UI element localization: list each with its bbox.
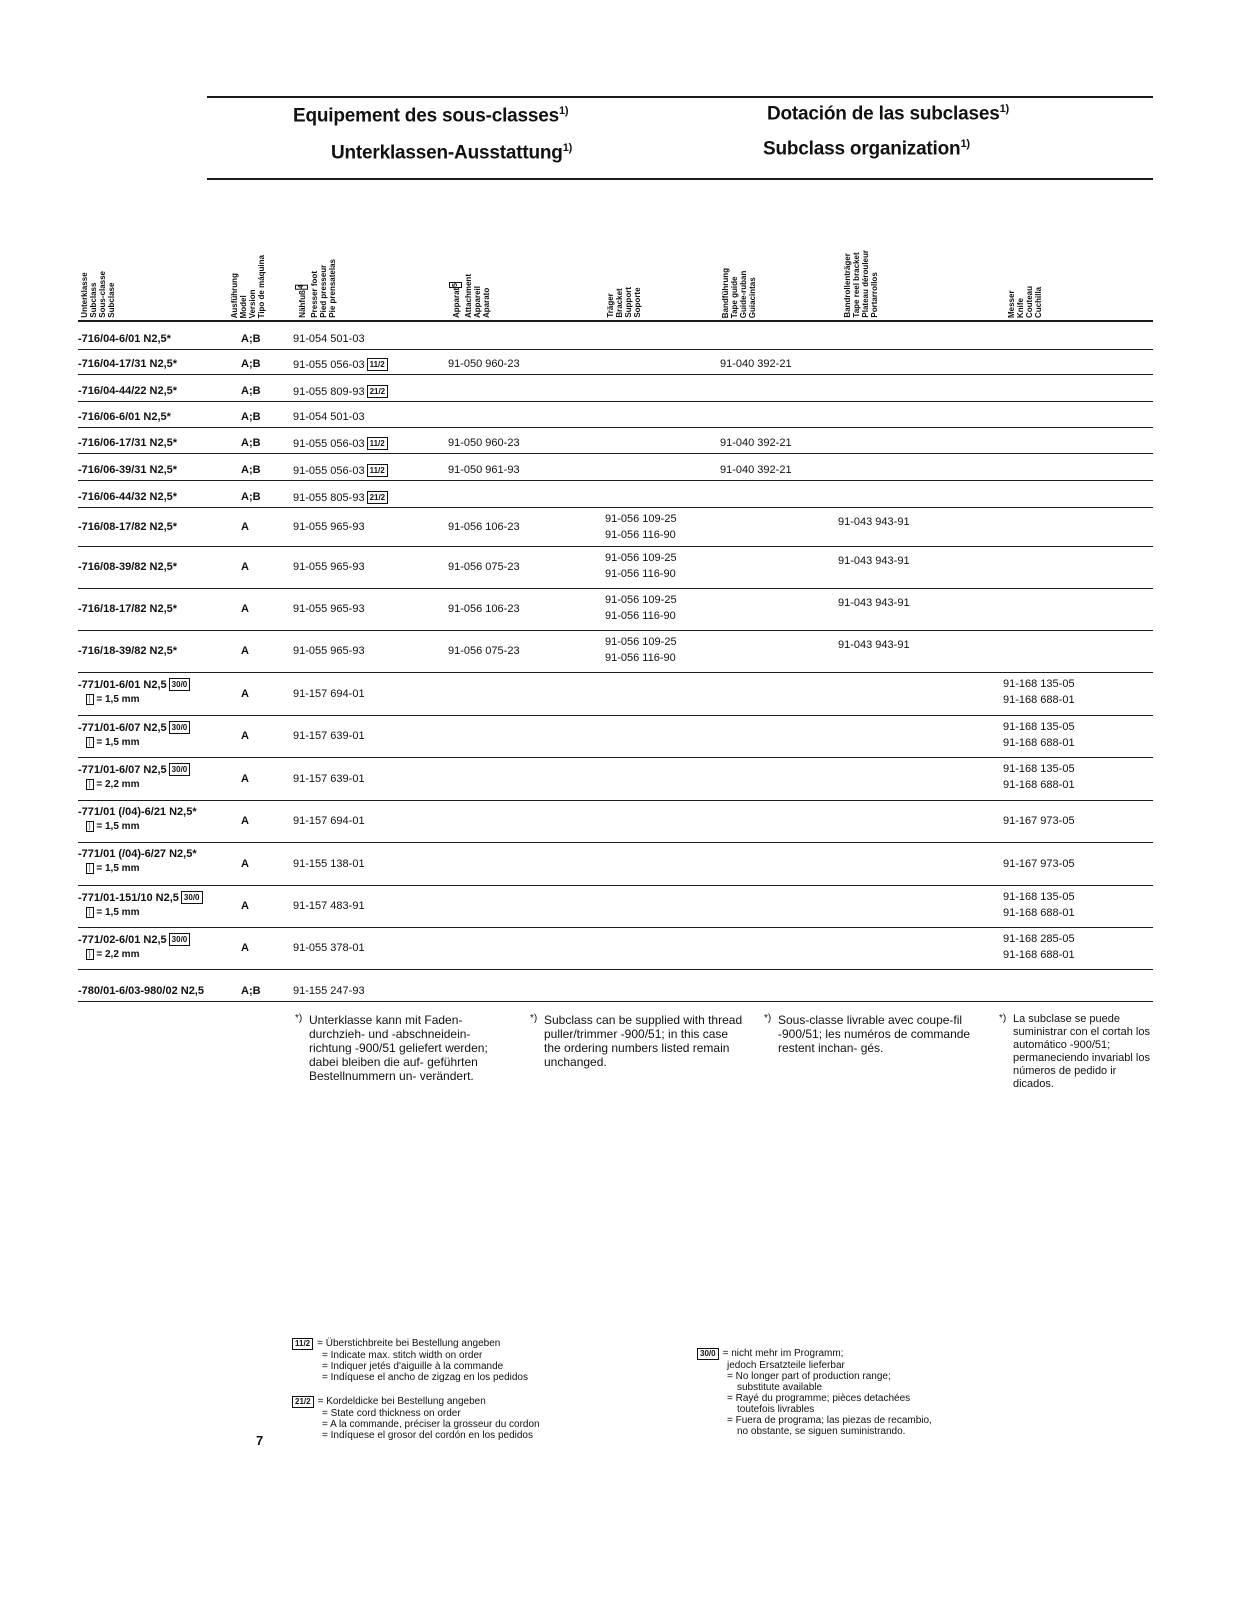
presser-foot-number: 91-055 378-01 [293, 942, 365, 954]
subclass-code: -771/01-6/07 N2,5 [78, 764, 167, 776]
presser-foot-number: 91-157 694-01 [293, 688, 365, 700]
presser-ref-box: 4 [295, 285, 308, 291]
col-header-tape-guide: Bandführung Tape guide Guide-ruban Guiacintas [721, 267, 757, 318]
model-cell: A;B [241, 437, 261, 449]
attachment-cell: 91-056 075-23 [448, 645, 520, 657]
table-row [78, 481, 1153, 508]
presser-foot-number: 91-055 056-03 [293, 465, 365, 477]
footnote-es: *) La subclase se puede suministrar con el cortah los automático -900/51; permaneciendo invariabl los números de pedido ir dicados. [999, 1013, 1150, 1090]
header-rule-top [207, 96, 1153, 98]
presser-foot-cell [293, 688, 365, 700]
bracket-cell [605, 550, 677, 582]
knife-number: 91-168 688-01 [1003, 694, 1075, 706]
subclass-cell [78, 645, 177, 657]
table-row [78, 350, 1153, 375]
subclass-code: -716/18-17/82 N2,5* [78, 603, 178, 615]
subclass-note [78, 737, 190, 748]
page-number: 7 [256, 1433, 264, 1448]
header-rule-bottom [207, 178, 1153, 180]
knife-number: 91-168 135-05 [1003, 763, 1075, 775]
presser-foot-number: 91-157 639-01 [293, 730, 365, 742]
subclass-cell [78, 437, 177, 449]
presser-foot-cell [293, 491, 388, 504]
subclass-note-text: = 1,5 mm [96, 737, 140, 748]
col-header-model: Ausführung Model Version Tipo de máquina [230, 254, 266, 318]
stitch-length-icon: │ [88, 781, 93, 788]
knife-cell [1003, 813, 1075, 829]
subclass-note [78, 821, 197, 832]
subclass-cell [78, 491, 177, 503]
knife-cell [1003, 889, 1075, 921]
subclass-cell [78, 411, 171, 423]
subclass-cell [78, 358, 177, 370]
model-cell: A [241, 561, 249, 573]
presser-foot-number: 91-157 483-91 [293, 900, 365, 912]
knife-cell [1003, 856, 1075, 872]
subclass-cell [78, 806, 197, 832]
stitch-length-icon: │ [88, 909, 93, 916]
subclass-code: -716/06-44/32 N2,5* [78, 491, 178, 503]
bracket-number: 91-056 116-90 [605, 529, 676, 541]
model-cell: A [241, 773, 249, 785]
table-row [78, 589, 1153, 631]
subclass-note [78, 949, 190, 960]
subclass-code: -771/01 (/04)-6/27 N2,5* [78, 848, 197, 860]
col-header-bracket: Träger Bracket Support Soporte [606, 287, 642, 318]
table-row [78, 454, 1153, 481]
table-row [78, 631, 1153, 673]
table-row [78, 322, 1153, 350]
subclass-cell [78, 985, 204, 997]
presser-foot-number: 91-055 805-93 [293, 492, 365, 504]
model-cell: A;B [241, 385, 261, 397]
model-cell: A [241, 645, 249, 657]
tape-guide-cell: 91-040 392-21 [720, 437, 792, 449]
presser-foot-number: 91-055 965-93 [293, 645, 365, 657]
subclass-note-text: = 1,5 mm [96, 907, 140, 918]
col-header-presser-foot: Nähfuß4 Presser foot Pied presseur Pie prensatelas [295, 259, 337, 318]
footnote-fr: *) Sous-classe livrable avec coupe-fil -900/51; les numéros de commande restent inchan- gés. [764, 1013, 971, 1055]
table-row [78, 673, 1153, 716]
table-row [78, 375, 1153, 402]
presser-foot-number: 91-055 056-03 [293, 359, 365, 371]
subclass-cell [78, 891, 203, 918]
bracket-number: 91-056 109-25 [605, 552, 677, 564]
presser-foot-ref-box: 21/2 [367, 385, 389, 398]
attachment-cell: 91-050 960-23 [448, 358, 520, 370]
presser-foot-cell [293, 521, 365, 533]
subclass-cell [78, 333, 171, 345]
subclass-cell [78, 763, 190, 790]
presser-foot-cell [293, 464, 388, 477]
knife-number: 91-168 688-01 [1003, 907, 1075, 919]
presser-foot-ref-box: 11/2 [367, 437, 388, 450]
presser-foot-cell [293, 561, 365, 573]
presser-foot-number: 91-055 056-03 [293, 438, 365, 450]
model-cell: A;B [241, 411, 261, 423]
col-header-subclass: Unterklasse Subclass Sous-classe Subclase [80, 271, 116, 318]
presser-foot-number: 91-157 694-01 [293, 815, 365, 827]
subclass-code: -771/02-6/01 N2,5 [78, 934, 167, 946]
model-cell: A [241, 942, 249, 954]
attachment-cell: 91-050 961-93 [448, 464, 520, 476]
presser-foot-cell [293, 358, 388, 371]
subclass-cell [78, 464, 177, 476]
model-cell: A;B [241, 333, 261, 345]
legend-cord-thickness: 21/2 = Kordeldicke bei Bestellung angeben = State cord thickness on order = A la commande, préciser la grosseur du cordon = Indíquese el grosor del cordón en los pedidos [292, 1396, 540, 1441]
subclass-cell [78, 561, 177, 573]
presser-foot-cell [293, 385, 388, 398]
subclass-code: -716/08-39/82 N2,5* [78, 561, 178, 573]
bracket-number: 91-056 116-90 [605, 568, 676, 580]
tape-guide-cell: 91-040 392-21 [720, 358, 792, 370]
legend-box-cord: 21/2 [292, 1396, 314, 1408]
bracket-number: 91-056 109-25 [605, 636, 677, 648]
subclass-note-text: = 1,5 mm [96, 694, 140, 705]
table-row [78, 886, 1153, 928]
legend-stitch-width: 11/2 = Überstichbreite bei Bestellung angeben = Indicate max. stitch width on order = Indiquer jetés d'aiguille à la commande = Indíquese el ancho de zigzag en los pedidos [292, 1338, 528, 1383]
subclass-code: -771/01-6/01 N2,5 [78, 679, 167, 691]
subclass-cell [78, 521, 177, 533]
model-cell: A [241, 730, 249, 742]
attachment-cell: 91-056 106-23 [448, 603, 520, 615]
bracket-cell [605, 592, 677, 624]
table-row [78, 428, 1153, 454]
legend-discontinued: 30/0 = nicht mehr im Programm; jedoch Ersatzteile lieferbar = No longer part of production range; substitute available = Rayé du programme; pièces detachées toutefois livrables = Fuera de programa; las piezas de recambio, no obstante, se siguen suministrando. [697, 1348, 932, 1437]
subclass-code: -716/04-17/31 N2,5* [78, 358, 178, 370]
knife-number: 91-168 688-01 [1003, 737, 1075, 749]
subclass-code: -771/01 (/04)-6/21 N2,5* [78, 806, 197, 818]
stitch-length-icon: │ [88, 823, 93, 830]
subclass-note [78, 907, 203, 918]
subclass-note-text: = 1,5 mm [96, 821, 140, 832]
discontinued-box: 30/0 [181, 891, 203, 904]
presser-foot-number: 91-054 501-03 [293, 411, 365, 423]
knife-number: 91-168 285-05 [1003, 933, 1075, 945]
subclass-cell [78, 385, 177, 397]
presser-foot-number: 91-055 965-93 [293, 521, 365, 533]
subclass-code: -716/04-44/22 N2,5* [78, 385, 178, 397]
subclass-code: -780/01-6/03-980/02 N2,5 [78, 985, 204, 997]
stitch-length-icon: │ [88, 865, 93, 872]
bracket-number: 91-056 109-25 [605, 594, 677, 606]
col-header-attachment: Apparat5 Attachment Appareil Aparato [449, 274, 491, 318]
model-cell: A [241, 858, 249, 870]
presser-foot-cell [293, 730, 365, 742]
footnote-de: *) Unterklasse kann mit Faden- durchzieh- und -abschneidein- richtung -900/51 geliefert werden; dabei bleiben die auf- geführten Bestellnummern un- verändert. [295, 1013, 488, 1083]
bracket-cell [605, 511, 677, 543]
presser-foot-number: 91-055 809-93 [293, 386, 365, 398]
model-cell: A;B [241, 985, 261, 997]
subclass-note [78, 863, 197, 874]
subclass-note [78, 694, 190, 705]
table-row [78, 928, 1153, 970]
subclass-cell [78, 721, 190, 748]
bracket-number: 91-056 116-90 [605, 610, 676, 622]
tape-reel-bracket-cell: 91-043 943-91 [838, 597, 910, 609]
subclass-code: -771/01-151/10 N2,5 [78, 892, 179, 904]
knife-cell [1003, 931, 1075, 963]
subclass-cell [78, 933, 190, 960]
subclass-note [78, 779, 190, 790]
bracket-cell [605, 634, 677, 666]
subclass-code: -716/08-17/82 N2,5* [78, 521, 178, 533]
table-row [78, 716, 1153, 758]
tape-guide-cell: 91-040 392-21 [720, 464, 792, 476]
model-cell: A;B [241, 358, 261, 370]
subclass-cell [78, 678, 190, 705]
table-row [78, 970, 1153, 1002]
presser-foot-number: 91-055 965-93 [293, 561, 365, 573]
model-cell: A [241, 815, 249, 827]
knife-cell [1003, 761, 1075, 793]
presser-foot-number: 91-157 639-01 [293, 773, 365, 785]
knife-number: 91-168 688-01 [1003, 949, 1075, 961]
presser-foot-cell [293, 858, 365, 870]
subclass-note-text: = 2,2 mm [96, 779, 140, 790]
title-es: Dotación de las subclases$^{1)}$ [767, 103, 1009, 125]
tape-reel-bracket-cell: 91-043 943-91 [838, 639, 910, 651]
knife-number: 91-168 688-01 [1003, 779, 1075, 791]
title-fr: Equipement des sous-classes$^{1)}$ [293, 105, 569, 127]
col-header-tape-reel-bracket: Bandrollenträger Tape reel bracket Plateau dérouleur Portarrollos [843, 250, 879, 318]
knife-number: 91-167 973-05 [1003, 815, 1075, 827]
row-divider [78, 1001, 1153, 1003]
presser-foot-cell [293, 411, 365, 423]
tape-reel-bracket-cell: 91-043 943-91 [838, 516, 910, 528]
subclass-code: -771/01-6/07 N2,5 [78, 722, 167, 734]
table-row [78, 508, 1153, 547]
subclass-note-text: = 2,2 mm [96, 949, 140, 960]
table-row [78, 801, 1153, 843]
attachment-cell: 91-056 075-23 [448, 561, 520, 573]
attachment-cell: 91-056 106-23 [448, 521, 520, 533]
knife-cell [1003, 676, 1075, 708]
tape-reel-bracket-cell: 91-043 943-91 [838, 555, 910, 567]
stitch-length-icon: │ [88, 696, 93, 703]
attachment-ref-box: 5 [449, 282, 462, 288]
presser-foot-cell [293, 900, 365, 912]
presser-foot-cell [293, 603, 365, 615]
table-row [78, 547, 1153, 589]
model-cell: A [241, 688, 249, 700]
model-cell: A;B [241, 464, 261, 476]
presser-foot-number: 91-054 501-03 [293, 333, 365, 345]
presser-foot-cell [293, 942, 365, 954]
table-row [78, 843, 1153, 886]
title-de: Unterklassen-Ausstattung$^{1)}$ [331, 142, 573, 164]
table-row [78, 402, 1153, 428]
knife-number: 91-168 135-05 [1003, 721, 1075, 733]
stitch-length-icon: │ [88, 739, 93, 746]
discontinued-box: 30/0 [169, 721, 191, 734]
discontinued-box: 30/0 [169, 933, 191, 946]
knife-number: 91-168 135-05 [1003, 891, 1075, 903]
footnote-en: *) Subclass can be supplied with thread puller/trimmer -900/51; in this case the ordering numbers listed remain unchanged. [530, 1013, 743, 1069]
title-en: Subclass organization$^{1)}$ [763, 138, 970, 160]
knife-cell [1003, 719, 1075, 751]
legend-box-stitch: 11/2 [292, 1338, 313, 1350]
presser-foot-ref-box: 11/2 [367, 358, 388, 371]
stitch-length-icon: │ [88, 951, 93, 958]
presser-foot-ref-box: 11/2 [367, 464, 388, 477]
presser-foot-cell [293, 985, 365, 997]
subclass-code: -716/06-39/31 N2,5* [78, 464, 178, 476]
model-cell: A [241, 900, 249, 912]
model-cell: A [241, 521, 249, 533]
presser-foot-number: 91-055 965-93 [293, 603, 365, 615]
knife-number: 91-167 973-05 [1003, 858, 1075, 870]
subclass-code: -716/18-39/82 N2,5* [78, 645, 178, 657]
presser-foot-cell [293, 333, 365, 345]
subclass-cell [78, 848, 197, 874]
col-header-knife: Messer Knife Couteau Cuchilla [1007, 286, 1043, 318]
presser-foot-cell [293, 815, 365, 827]
model-cell: A;B [241, 491, 261, 503]
knife-number: 91-168 135-05 [1003, 678, 1075, 690]
table-row [78, 758, 1153, 801]
presser-foot-cell [293, 773, 365, 785]
subclass-code: -716/06-6/01 N2,5* [78, 411, 171, 423]
discontinued-box: 30/0 [169, 763, 191, 776]
presser-foot-number: 91-155 138-01 [293, 858, 365, 870]
attachment-cell: 91-050 960-23 [448, 437, 520, 449]
legend-box-discontinued: 30/0 [697, 1348, 719, 1360]
subclass-note-text: = 1,5 mm [96, 863, 140, 874]
bracket-number: 91-056 109-25 [605, 513, 677, 525]
discontinued-box: 30/0 [169, 678, 191, 691]
subclass-code: -716/04-6/01 N2,5* [78, 333, 171, 345]
model-cell: A [241, 603, 249, 615]
subclass-code: -716/06-17/31 N2,5* [78, 437, 178, 449]
presser-foot-cell [293, 437, 388, 450]
bracket-number: 91-056 116-90 [605, 652, 676, 664]
presser-foot-ref-box: 21/2 [367, 491, 389, 504]
subclass-cell [78, 603, 177, 615]
presser-foot-number: 91-155 247-93 [293, 985, 365, 997]
presser-foot-cell [293, 645, 365, 657]
